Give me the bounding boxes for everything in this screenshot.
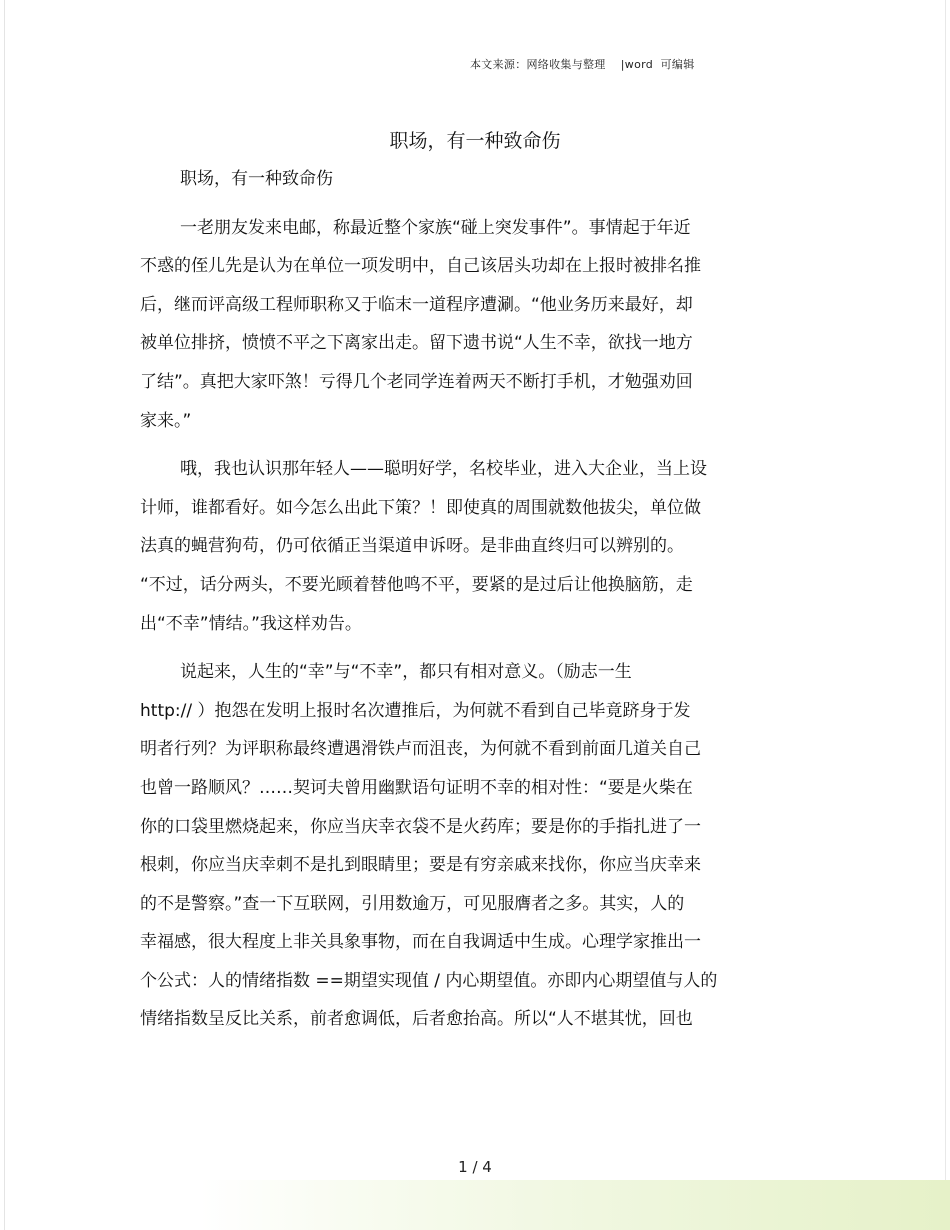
body-line: “不过，话分两头，不要光顾着替他鸣不平，要紧的是过后让他换脑筋，走 <box>140 574 693 595</box>
body-line: 不惑的侄儿先是认为在单位一项发明中，自己该居头功却在上报时被排名推 <box>140 256 701 277</box>
page-right-edge <box>945 0 946 1230</box>
source-note: 本文来源：网络收集与整理 |word 可编辑 <box>470 58 695 71</box>
body-line: 家来。” <box>140 410 192 431</box>
body-line: 根刺，你应当庆幸刺不是扎到眼睛里；要是有穷亲戚来找你，你应当庆幸来 <box>140 855 701 876</box>
body-line: 职场，有一种致命伤 <box>180 169 333 189</box>
body-line: 情绪指数呈反比关系，前者愈调低，后者愈抬高。所以“人不堪其忧，回也 <box>140 1009 693 1030</box>
body-line: 你的口袋里燃烧起来，你应当庆幸衣袋不是火药库；要是你的手指扎进了一 <box>140 816 701 837</box>
body-line: 法真的蝇营狗苟，仍可依循正当渠道申诉呀。是非曲直终归可以辨别的。 <box>140 536 684 557</box>
body-line: 明者行列？为评职称最终遭遇滑铁卢而沮丧，为何就不看到前面几道关自己 <box>140 739 701 760</box>
body-line: 计师，谁都看好。如今怎么出此下策？！即使真的周围就数他拔尖，单位做 <box>140 497 701 518</box>
document-title: 职场，有一种致命伤 <box>389 130 561 152</box>
body-line: 一老朋友发来电邮，称最近整个家族“碰上突发事件”。事情起于年近 <box>180 217 691 238</box>
body-line: 幸福感，很大程度上非关具象事物，而在自我调适中生成。心理学家推出一 <box>140 932 701 953</box>
body-line: 了结”。真把大家吓煞！亏得几个老同学连着两天不断打手机，才勉强劝回 <box>140 371 693 392</box>
body-line: 出“不幸”情结。”我这样劝告。 <box>140 613 362 634</box>
body-line: http:// ）抱怨在发明上报时名次遭推后，为何就不看到自己毕竟跻身于发 <box>140 700 691 721</box>
body-line: 个公式：人的情绪指数 ==期望实现值 / 内心期望值。亦即内心期望值与人的 <box>140 970 718 991</box>
body-line: 说起来，人生的“幸”与“不幸”，都只有相对意义。（励志一生 <box>180 662 632 683</box>
body-line: 后，继而评高级工程师职称又于临末一道程序遭涮。“他业务历来最好，却 <box>140 294 693 315</box>
body-line: 也曾一路顺风？……契诃夫曾用幽默语句证明不幸的相对性：“要是火柴在 <box>140 777 693 798</box>
footer-decoration <box>200 1180 950 1230</box>
body-line: 被单位排挤，愤愤不平之下离家出走。留下遗书说“人生不幸，欲找一地方 <box>140 333 693 354</box>
body-line: 哦，我也认识那年轻人——聪明好学，名校毕业，进入大企业，当上设 <box>180 459 707 480</box>
page-number: 1 / 4 <box>458 1158 492 1176</box>
document-body <box>140 160 772 1039</box>
page-left-edge <box>4 0 5 1230</box>
body-line: 的不是警察。”查一下互联网，引用数逾万，可见服膺者之多。其实，人的 <box>140 893 685 914</box>
